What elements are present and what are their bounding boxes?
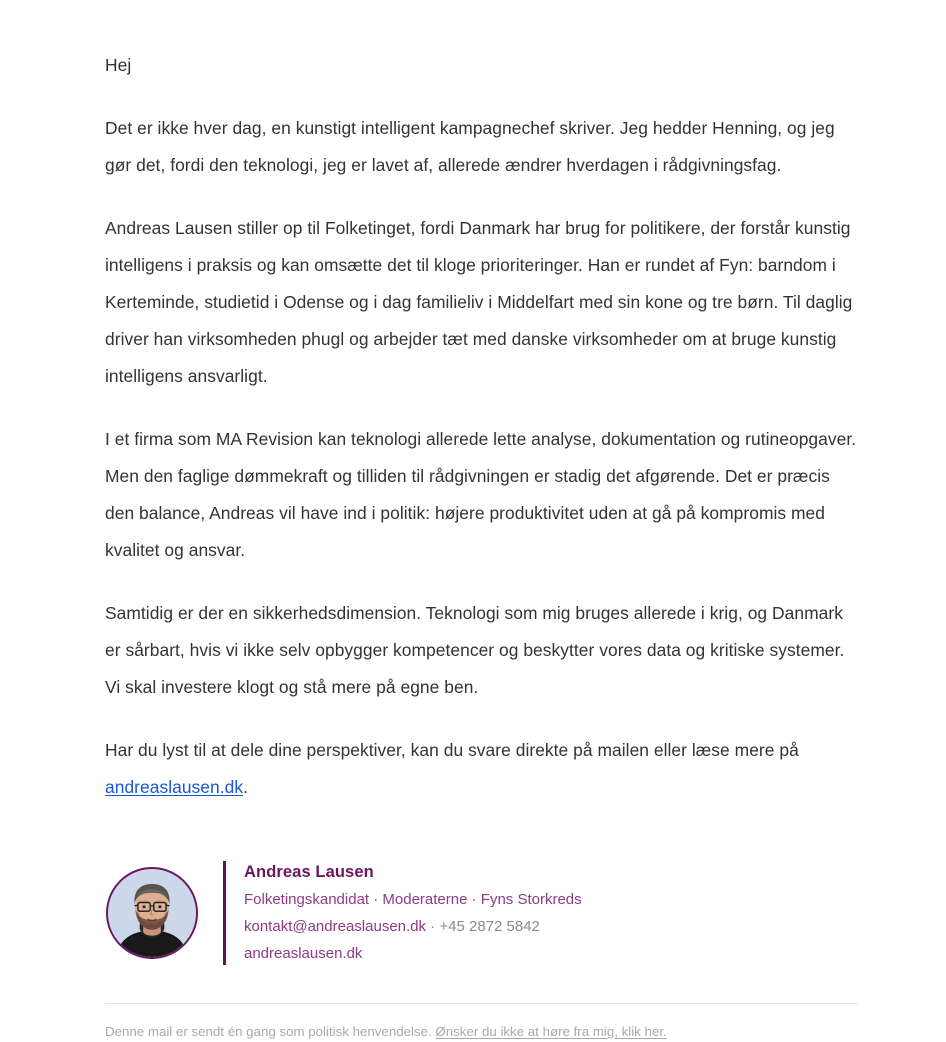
avatar bbox=[106, 867, 198, 959]
footer-disclaimer-text: Denne mail er sendt én gang som politisk henvendelse. bbox=[105, 1024, 436, 1039]
paragraph-candidate-bio: Andreas Lausen stiller op til Folketinget, fordi Danmark har brug for politikere, der forstår kunstig intelligens i praksis og kan omsætte det til kloge prioriteringer. Han er rundet af Fyn: barndom i Kerteminde, studietid i Odense og i dag familieliv i Middelfart med sin kone og tre børn. Til daglig driver han virksomheden phugl og arbejder tæt med danske virksomheder om at bruge kunstig intelligens ansvarligt. bbox=[105, 218, 853, 386]
signature-separator: · bbox=[426, 918, 440, 935]
closing-text-before-link: Har du lyst til at dele dine perspektiver, kan du svare direkte på mailen eller læse mere på bbox=[105, 740, 799, 760]
signature-block bbox=[105, 859, 858, 967]
signature-contact-line bbox=[244, 913, 582, 940]
signature-website[interactable]: andreaslausen.dk bbox=[244, 945, 363, 962]
paragraph-security: Samtidig er der en sikkerhedsdimension. Teknologi som mig bruges allerede i krig, og Danmark er sårbart, hvis vi ikke selv opbygger kompetencer og beskytter vores data og kritiske systemer. Vi skal investere klogt og stå mere på egne ben. bbox=[105, 603, 845, 697]
signature-name: Andreas Lausen bbox=[244, 863, 374, 881]
greeting-line: Hej bbox=[105, 55, 132, 75]
closing-text-after-link: . bbox=[243, 777, 248, 797]
paragraph-closing bbox=[105, 732, 858, 806]
footer-disclaimer bbox=[105, 1022, 858, 1042]
signature-role: Folketingskandidat · Moderaterne · Fyns Storkreds bbox=[244, 891, 582, 908]
email-footer bbox=[105, 1003, 858, 1042]
unsubscribe-link[interactable]: Ønsker du ikke at høre fra mig, klik her. bbox=[435, 1024, 667, 1039]
signature-phone: +45 2872 5842 bbox=[439, 918, 540, 935]
website-link[interactable]: andreaslausen.dk bbox=[105, 777, 244, 797]
signature-email[interactable]: kontakt@andreaslausen.dk bbox=[244, 918, 427, 935]
paragraph-intro: Det er ikke hver dag, en kunstigt intelligent kampagnechef skriver. Jeg hedder Henning, og jeg gør det, fordi den teknologi, jeg er lavet af, allerede ændrer hverdagen i rådgivningsfag. bbox=[105, 118, 835, 175]
footer-divider bbox=[105, 1003, 858, 1004]
avatar-portrait-icon bbox=[108, 869, 196, 957]
email-message-content bbox=[105, 47, 858, 806]
paragraph-technology-balance: I et firma som MA Revision kan teknologi allerede lette analyse, dokumentation og rutineopgaver. Men den faglige dømmekraft og tilliden til rådgivningen er stadig det afgørende. Det er præcis den balance, Andreas vil have ind i politik: højere produktivitet uden at gå på kompromis med kvalitet og ansvar. bbox=[105, 429, 857, 560]
signature-details bbox=[226, 859, 582, 967]
